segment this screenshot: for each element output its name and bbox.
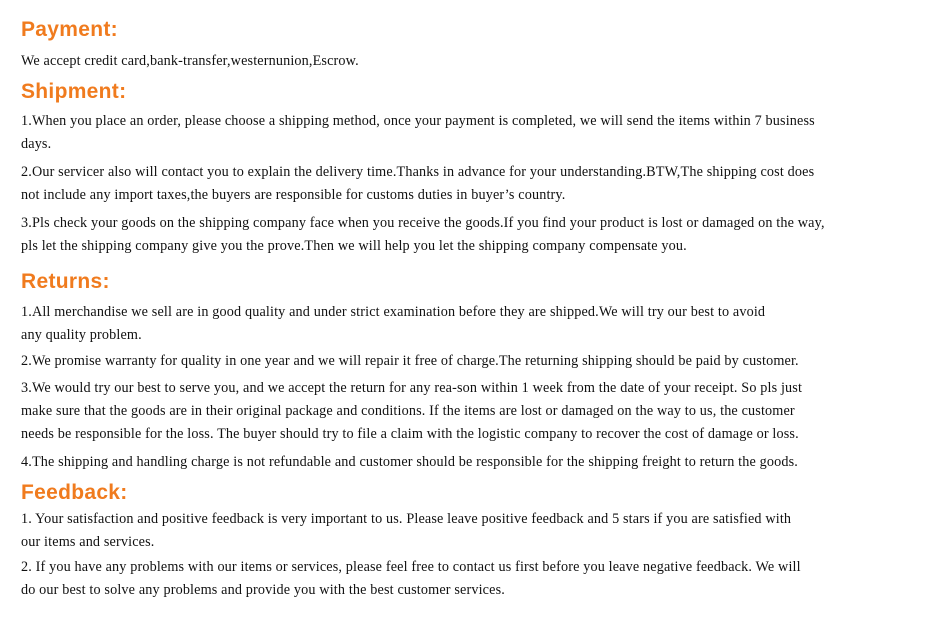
paragraph-line: 2.We promise warranty for quality in one year and we will repair it free of charge.The returning shipping should be paid by customer. [21, 353, 799, 369]
feedback-heading: Feedback: [21, 481, 128, 504]
shipment-item-2 [21, 161, 814, 207]
paragraph-line: our items and services. [21, 534, 155, 550]
payment-text [21, 50, 359, 73]
paragraph-line: any quality problem. [21, 327, 142, 343]
paragraph-line: 4.The shipping and handling charge is not refundable and customer should be responsible for the shipping freight to return the goods. [21, 454, 798, 470]
returns-item-1 [21, 301, 765, 347]
returns-item-3 [21, 377, 802, 446]
paragraph-line: make sure that the goods are in their original package and conditions. If the items are lost or damaged on the way to us, the customer [21, 403, 795, 419]
paragraph-line: pls let the shipping company give you the prove.Then we will help you let the shipping company compensate you. [21, 238, 687, 254]
paragraph-line: not include any import taxes,the buyers are responsible for customs duties in buyer’s country. [21, 187, 566, 203]
payment-heading: Payment: [21, 18, 118, 41]
paragraph-line: 3.Pls check your goods on the shipping company face when you receive the goods.If you find your product is lost or damaged on the way, [21, 215, 825, 231]
returns-item-2 [21, 350, 799, 373]
paragraph-line: 2. If you have any problems with our items or services, please feel free to contact us first before you leave negative feedback. We will [21, 559, 801, 575]
paragraph-line: 1. Your satisfaction and positive feedback is very important to us. Please leave positive feedback and 5 stars if you are satisfied with [21, 511, 792, 527]
returns-heading: Returns: [21, 270, 110, 293]
feedback-item-1 [21, 508, 791, 554]
feedback-item-2 [21, 556, 801, 602]
shipment-heading: Shipment: [21, 80, 127, 103]
shipment-item-1 [21, 110, 815, 156]
paragraph-line: 1.When you place an order, please choose a shipping method, once your payment is completed, we will send the items within 7 business [21, 113, 815, 129]
paragraph-line: 3.We would try our best to serve you, and we accept the return for any rea-son within 1 week from the date of your receipt. So pls just [21, 380, 803, 396]
paragraph-line: needs be responsible for the loss. The buyer should try to file a claim with the logistic company to recover the cost of damage or loss. [21, 426, 799, 442]
paragraph-line: 2.Our servicer also will contact you to explain the delivery time.Thanks in advance for your understanding.BTW,The shipping cost does [21, 164, 815, 180]
returns-item-4 [21, 451, 798, 474]
paragraph-line: 1.All merchandise we sell are in good quality and under strict examination before they are shipped.We will try our best to avoid [21, 304, 766, 320]
paragraph-line: days. [21, 136, 52, 152]
payment-line: We accept credit card,bank-transfer,westernunion,Escrow. [21, 53, 359, 69]
paragraph-line: do our best to solve any problems and provide you with the best customer services. [21, 582, 505, 598]
shipment-item-3 [21, 212, 825, 258]
